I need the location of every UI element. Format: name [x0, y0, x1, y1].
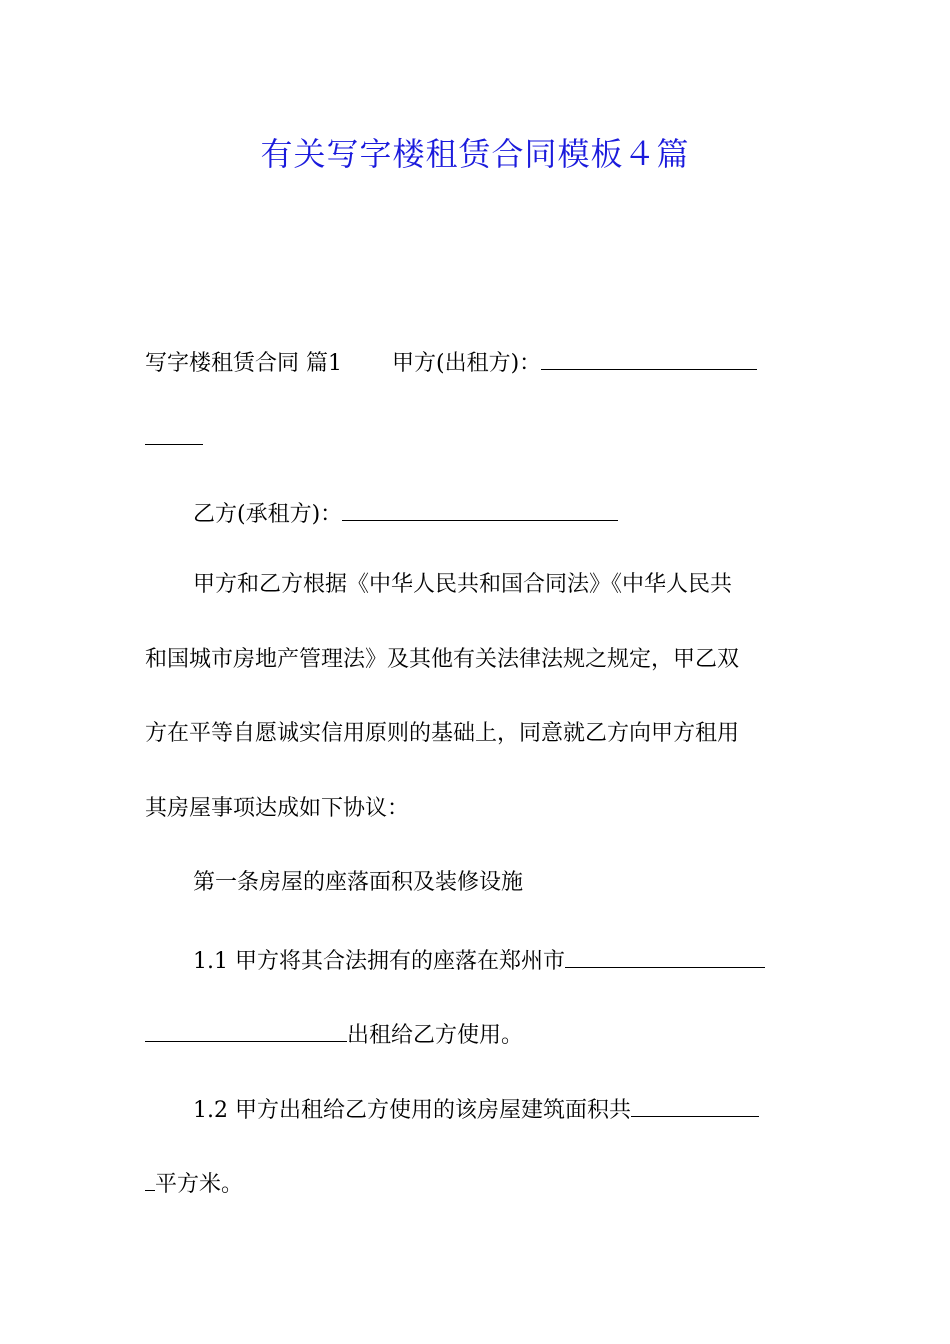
clause-1-2-text: 1.2 甲方出租给乙方使用的该房屋建筑面积共 [193, 1098, 631, 1123]
clause-1-2-blank-tail [145, 1166, 155, 1191]
party-b-label: 乙方(承租方)： [193, 502, 343, 527]
clause-1-1-blank-tail [145, 1017, 347, 1042]
party-a-blank-tail [145, 420, 203, 445]
party-a-label: 甲方(出租方)： [392, 351, 542, 376]
heading-line [145, 345, 810, 379]
clause-1-1-line [193, 943, 810, 977]
article-1-title: 第一条房屋的座落面积及装修设施 [193, 870, 524, 895]
clause-1-2-continuation-line [145, 1166, 810, 1200]
intro-line-4: 其房屋事项达成如下协议： [145, 796, 410, 821]
clause-1-1-continuation: 出租给乙方使用。 [347, 1023, 524, 1048]
party-b-blank [342, 496, 618, 521]
clause-1-1-text: 1.1 甲方将其合法拥有的座落在郑州市 [193, 949, 565, 974]
intro-line-3: 方在平等自愿诚实信用原则的基础上，同意就乙方向甲方租用 [145, 721, 740, 746]
clause-1-1-continuation-line [145, 1017, 810, 1051]
section-label: 写字楼租赁合同 篇1 [145, 351, 342, 376]
party-b-line [193, 496, 810, 530]
document-title: 有关写字楼租赁合同模板４篇 [260, 135, 690, 173]
party-a-blank-continuation [145, 420, 810, 454]
clause-1-2-blank [631, 1092, 759, 1117]
clause-1-2-continuation: 平方米。 [155, 1172, 244, 1197]
intro-line-1: 甲方和乙方根据《中华人民共和国合同法》《中华人民共 [193, 572, 733, 597]
party-a-blank [541, 345, 757, 370]
intro-line-2: 和国城市房地产管理法》及其他有关法律法规之规定，甲乙双 [145, 647, 740, 672]
clause-1-1-blank [565, 943, 765, 968]
clause-1-2-line [193, 1092, 810, 1126]
